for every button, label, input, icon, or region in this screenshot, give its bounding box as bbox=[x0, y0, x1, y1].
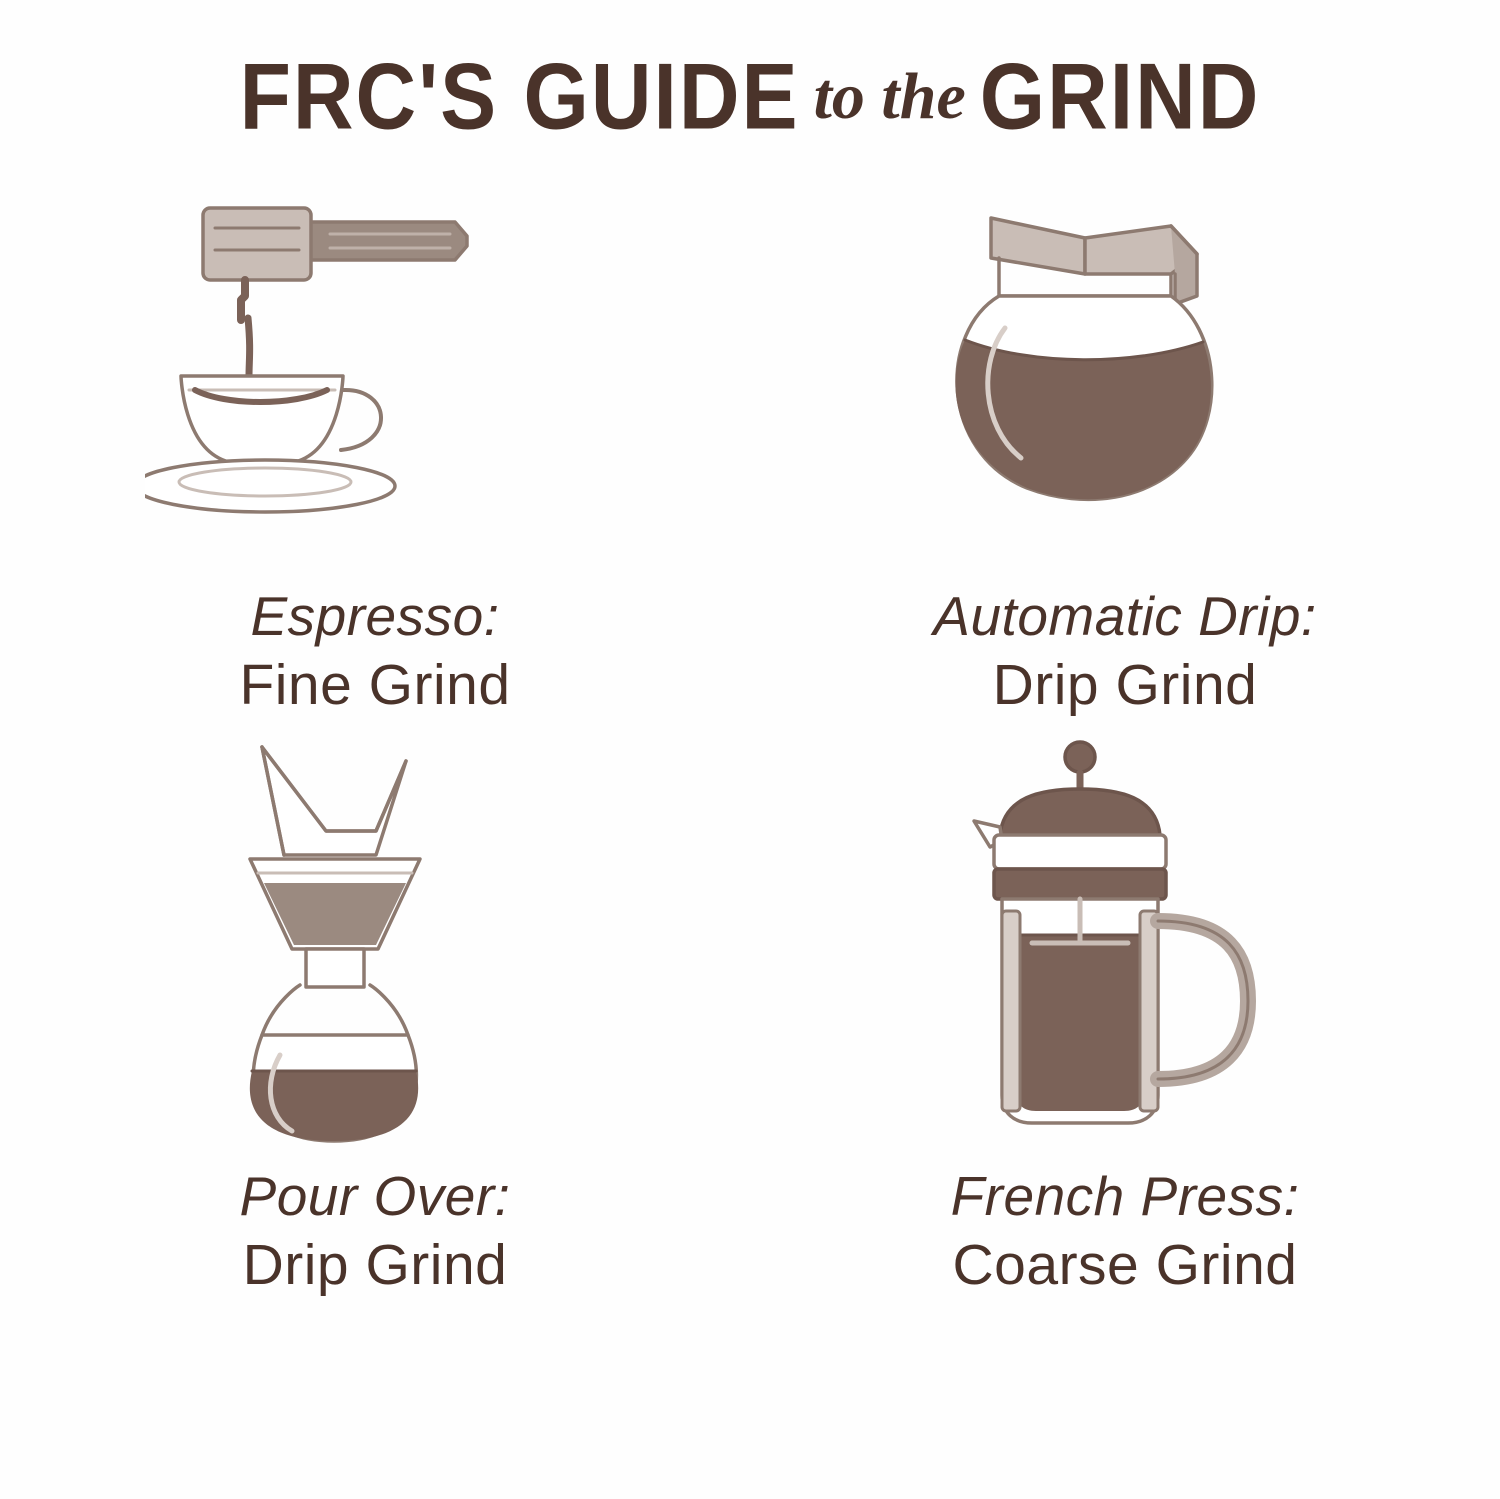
grind-label: Drip Grind bbox=[992, 652, 1258, 717]
grind-label: Coarse Grind bbox=[952, 1232, 1298, 1297]
pour-over-chemex-icon bbox=[0, 760, 750, 1140]
grind-label: Drip Grind bbox=[242, 1232, 508, 1297]
caption-automatic-drip bbox=[750, 586, 1500, 717]
brew-method-grid bbox=[0, 190, 1500, 1480]
title-part-one: FRC'S GUIDE bbox=[239, 43, 800, 149]
method-label: French Press: bbox=[950, 1165, 1300, 1227]
method-label: Espresso: bbox=[250, 585, 500, 647]
title-script-word: to the bbox=[813, 59, 966, 133]
page-title bbox=[0, 43, 1500, 149]
espresso-machine-cup-icon bbox=[0, 190, 750, 570]
coffee-carafe-icon bbox=[750, 190, 1500, 570]
brew-method-card-french-press bbox=[750, 760, 1500, 1297]
method-label: Automatic Drip: bbox=[933, 585, 1317, 647]
grind-label: Fine Grind bbox=[239, 652, 511, 717]
brew-method-card-espresso bbox=[0, 190, 750, 717]
caption-pour-over bbox=[0, 1166, 750, 1297]
caption-french-press bbox=[750, 1166, 1500, 1297]
brew-method-card-automatic-drip bbox=[750, 190, 1500, 717]
brew-method-card-pour-over bbox=[0, 760, 750, 1297]
method-label: Pour Over: bbox=[239, 1165, 511, 1227]
french-press-icon bbox=[750, 760, 1500, 1140]
title-part-two: GRIND bbox=[979, 43, 1261, 149]
caption-espresso bbox=[0, 586, 750, 717]
